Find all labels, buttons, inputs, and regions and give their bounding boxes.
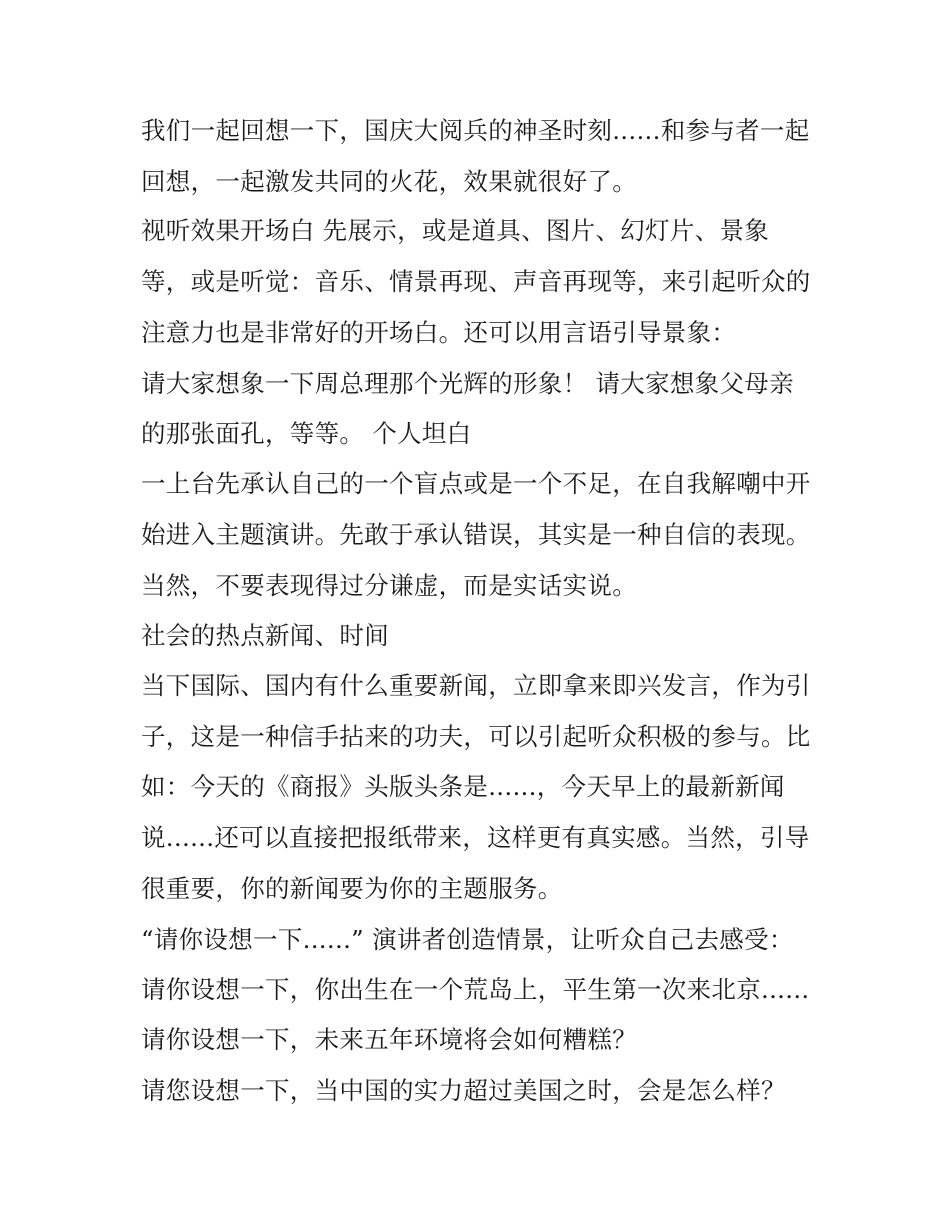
text-line: 我们一起回想一下，国庆大阅兵的神圣时刻......和参与者一起 bbox=[141, 116, 810, 145]
section-heading: 社会的热点新闻、时间 bbox=[141, 621, 389, 650]
text-line: “请你设想一下......” 演讲者创造情景，让听众自己去感受： bbox=[141, 925, 794, 954]
text-line: 请大家想象一下周总理那个光辉的形象！ 请大家想象父母亲 bbox=[141, 369, 794, 398]
text-line: 视听效果开场白 先展示，或是道具、图片、幻灯片、景象 bbox=[141, 216, 770, 245]
text-line: 的那张面孔，等等。 个人坦白 bbox=[141, 419, 472, 448]
text-line: 一上台先承认自己的一个盲点或是一个不足，在自我解嘲中开 bbox=[141, 469, 811, 498]
text-line: 很重要，你的新闻要为你的主题服务。 bbox=[141, 874, 563, 903]
text-line: 始进入主题演讲。先敢于承认错误，其实是一种自信的表现。 bbox=[141, 520, 811, 549]
text-line: 请您设想一下，当中国的实力超过美国之时，会是怎么样？ bbox=[141, 1076, 786, 1105]
text-line: 说......还可以直接把报纸带来，这样更有真实感。当然，引导 bbox=[141, 823, 810, 852]
text-line: 请你设想一下，你出生在一个荒岛上，平生第一次来北京...... bbox=[141, 975, 810, 1004]
text-line: 注意力也是非常好的开场白。还可以用言语引导景象： bbox=[141, 318, 737, 347]
text-line: 当下国际、国内有什么重要新闻，立即拿来即兴发言，作为引 bbox=[141, 671, 811, 700]
text-line: 等，或是听觉：音乐、情景再现、声音再现等，来引起听众的 bbox=[141, 267, 811, 296]
text-line: 子，这是一种信手拈来的功夫，可以引起听众积极的参与。比 bbox=[141, 722, 811, 751]
text-line: 回想，一起激发共同的火花，效果就很好了。 bbox=[141, 167, 637, 196]
text-line: 如：今天的《商报》头版头条是......，今天早上的最新新闻 bbox=[141, 772, 785, 801]
text-line: 当然，不要表现得过分谦虚，而是实话实说。 bbox=[141, 571, 637, 600]
text-line: 请你设想一下，未来五年环境将会如何糟糕？ bbox=[141, 1025, 637, 1054]
